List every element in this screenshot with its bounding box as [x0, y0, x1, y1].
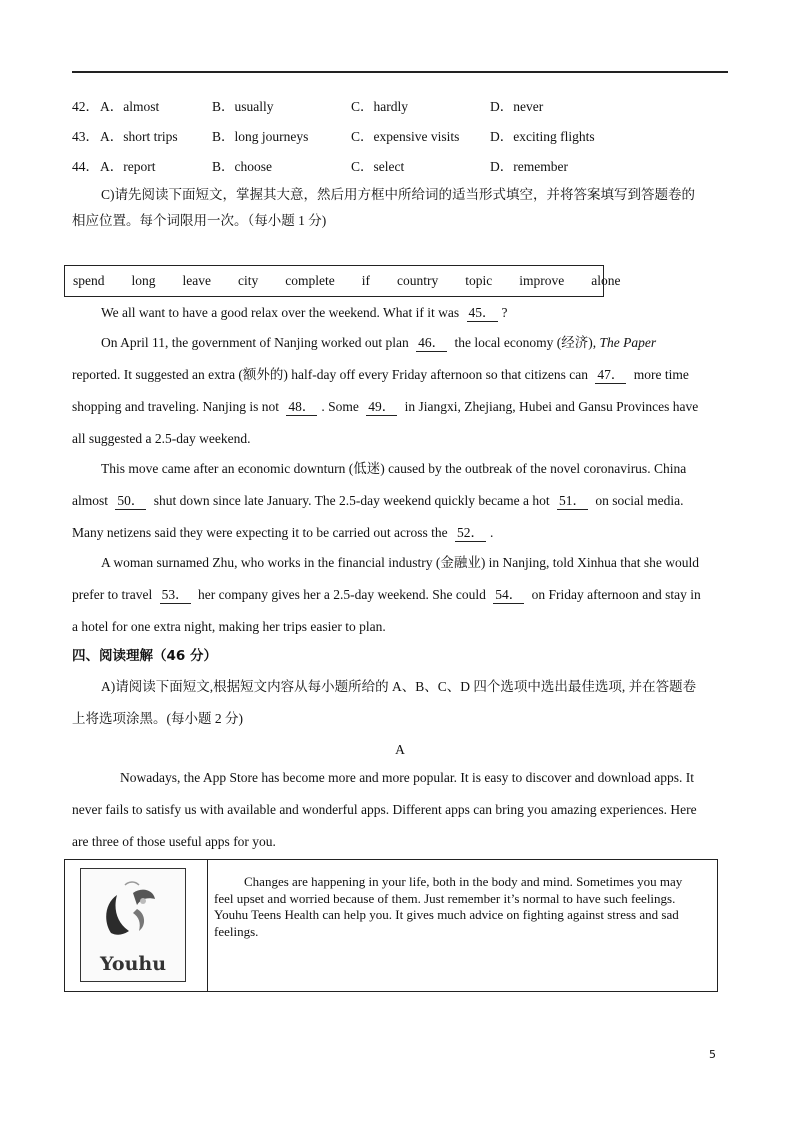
passage-line [72, 400, 728, 416]
passage-label-a: A [395, 742, 405, 757]
passage-text: in Jiangxi, Zhejiang, Hubei and Gansu Provinces have [404, 399, 699, 414]
blank-49[interactable]: 49． [368, 399, 396, 414]
option-a: A．report [100, 159, 156, 174]
word-bank-item: long [131, 273, 156, 288]
option-c: C．hardly [351, 99, 408, 114]
word-bank-item: city [238, 273, 259, 288]
intro-line: Nowadays, the App Store has become more and more popular. It is easy to discover and download apps. It [120, 770, 694, 785]
passage-text: on Friday afternoon and stay in [531, 587, 701, 602]
blank-51[interactable]: 51． [559, 493, 586, 508]
passage-line [72, 494, 728, 510]
passage-text: shut down since late January. The 2.5-day weekend quickly became a hot [153, 493, 550, 508]
passage-text: reported. It suggested an extra (额外的) half-day off every Friday afternoon so that citizens can [72, 367, 588, 382]
word-bank-item: improve [519, 273, 565, 288]
intro-line: never fails to satisfy us with available and wonderful apps. Different apps can bring you amazing experiences. Here [72, 802, 697, 817]
word-bank-item: alone [591, 273, 621, 288]
option-b: B．long journeys [212, 129, 309, 144]
section-c-instruction-1: C)请先阅读下面短文，掌握其大意，然后用方框中所给词的适当形式填空，并将答案填写到答题卷的 [101, 187, 695, 202]
youhu-logo [80, 868, 186, 982]
question-number: 43． [72, 129, 99, 144]
section-4-instruction-2: 上将选项涂黑。(每小题 2 分) [72, 711, 243, 726]
passage-line [101, 336, 757, 352]
passage-text: Many netizens said they were expecting it to be carried out across the [72, 525, 448, 540]
blank-48[interactable]: 48． [288, 399, 316, 414]
word-bank-item: complete [285, 273, 335, 288]
passage-text: shopping and traveling. Nanjing is not [72, 399, 279, 414]
section-4-instruction-1: A)请阅读下面短文,根据短文内容从每小题所给的 A、B、C、D 四个选项中选出最佳选项, 并在答题卷 [101, 679, 697, 694]
passage-text: almost [72, 493, 108, 508]
word-bank-item: if [361, 273, 370, 288]
option-d: D．remember [490, 159, 568, 174]
app-table [64, 859, 718, 992]
section-4-heading: 四、阅读理解（46 分） [72, 648, 217, 664]
passage-line: This move came after an economic downturn (低迷) caused by the outbreak of the novel coronavirus. China [101, 461, 687, 476]
app-description: Changes are happening in your life, both in the body and mind. Sometimes you may feel upset and worried because of them. Just remember it’s normal to have such feelings. Youhu Teens Health can help you. It gives much advice on fighting against stress and sad feelings. [214, 874, 683, 939]
passage-text: ? [501, 305, 508, 320]
youhu-logo-icon [81, 873, 184, 958]
blank-46[interactable]: 46． [418, 335, 446, 350]
question-number: 44． [72, 159, 99, 174]
blank-52[interactable]: 52． [457, 525, 484, 540]
passage-text: . Some [321, 399, 359, 414]
question-number: 42． [72, 99, 99, 114]
section-c-instruction-2: 相应位置。每个词限用一次。（每小题 1 分) [72, 213, 327, 228]
passage-text: the local economy (经济), [454, 335, 597, 350]
passage-text: On April 11, the government of Nanjing worked out plan [101, 335, 409, 350]
page-number: 5 [709, 1048, 716, 1061]
youhu-logo-text: Youhu [99, 953, 167, 975]
header-rule [72, 71, 728, 73]
passage-line: a hotel for one extra night, making her trips easier to plan. [72, 619, 386, 634]
passage-line [72, 368, 728, 384]
passage-text: her company gives her a 2.5-day weekend. She could [197, 587, 486, 602]
option-b: B．choose [212, 159, 272, 174]
option-a: A．almost [100, 99, 160, 114]
passage-text: more time [633, 367, 689, 382]
word-bank-item: country [396, 273, 439, 288]
word-bank-item: topic [465, 273, 493, 288]
passage-line: A woman surnamed Zhu, who works in the financial industry (金融业) in Nanjing, told Xinhua that she would [101, 555, 700, 570]
option-d: D．exciting flights [490, 129, 595, 144]
option-b: B．usually [212, 99, 274, 114]
word-bank-item: leave [182, 273, 211, 288]
option-a: A．short trips [100, 129, 178, 144]
blank-47[interactable]: 47． [597, 367, 625, 382]
app-logo-cell [65, 860, 208, 991]
blank-53[interactable]: 53． [161, 587, 189, 602]
passage-line [72, 526, 728, 542]
passage-text: We all want to have a good relax over the weekend. What if it was [101, 305, 460, 320]
passage-line [72, 588, 728, 604]
intro-line: are three of those useful apps for you. [72, 834, 276, 849]
newspaper-name: The Paper [599, 335, 657, 350]
passage-line: all suggested a 2.5-day weekend. [72, 431, 251, 446]
option-d: D．never [490, 99, 544, 114]
option-c: C．expensive visits [351, 129, 460, 144]
word-bank-item: spend [73, 273, 105, 288]
passage-text: prefer to travel [72, 587, 153, 602]
blank-50[interactable]: 50． [117, 493, 145, 508]
word-bank [64, 265, 621, 297]
blank-54[interactable]: 54． [495, 587, 523, 602]
blank-45[interactable]: 45． [468, 305, 496, 320]
passage-line [101, 306, 757, 322]
passage-text: . [490, 525, 494, 540]
passage-text: on social media. [595, 493, 684, 508]
option-c: C．select [351, 159, 405, 174]
